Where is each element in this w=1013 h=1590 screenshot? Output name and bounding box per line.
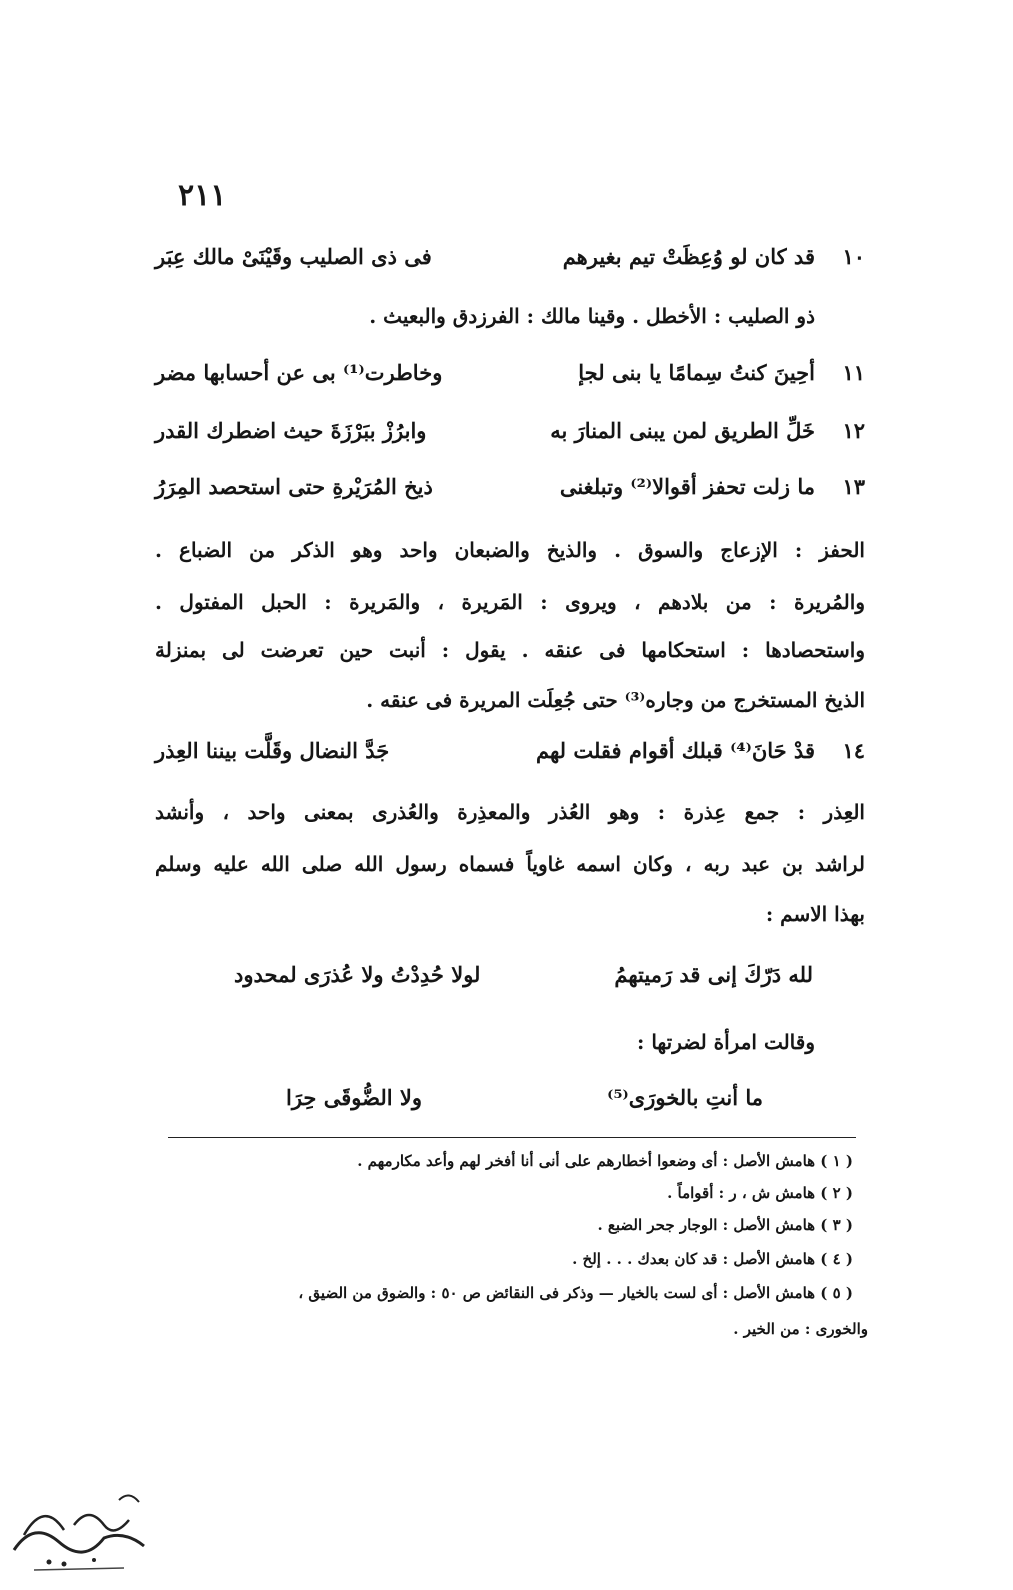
verse-first-hemistich: ما زلت تحفز أقوالا⁽²⁾ وتبلغنى xyxy=(559,474,815,499)
library-stamp-logo xyxy=(4,1480,152,1580)
verse-first-hemistich: خَلِّ الطريق لمن يبنى المنارَ به xyxy=(550,418,815,443)
gloss-line: العِذر : جمع عِذرة : وهو العُذر والمعذِرة والعُذرى بمعنى واحد ، وأنشد xyxy=(155,800,865,824)
verse-second-hemistich: جَدَّ النضال وقَلَّت بيننا العِذر xyxy=(155,738,390,763)
couplet-second-hemistich: لولا حُدِدْتُ ولا عُذرَى لمحدود xyxy=(234,962,481,987)
footnote-5: ( ٥ ) هامش الأصل : أى لست بالخيار — وذكر فى النقائض ص ٥٠ : والضوق من الضيق ، xyxy=(298,1284,853,1302)
verse-first-hemistich: قد كان لو وُعِظَتْ تيم بغيرهم xyxy=(562,244,815,269)
verse-note: ذو الصليب : الأخطل . وقينا مالك : الفرزدق والبعيث . xyxy=(369,304,815,328)
footnote-5-continuation: والخورى : من الخير . xyxy=(733,1320,868,1338)
gloss-line: الذيخ المستخرج من وجاره⁽³⁾ حتى جُعِلَت المريرة فى عنقه . xyxy=(366,688,865,712)
verse-second-hemistich: ذيخ المُرَيْرةِ حتى استحصد المِرَرُ xyxy=(155,474,433,499)
footnote-3: ( ٣ ) هامش الأصل : الوجار جحر الضبع . xyxy=(597,1216,853,1234)
verse-number: ١١ xyxy=(842,360,865,385)
verse-second-hemistich: وخاطرت⁽¹⁾ بى عن أحسابها مضر xyxy=(155,360,443,385)
verse-number: ١٢ xyxy=(842,418,865,443)
intro-line: وقالت امرأة لضرتها : xyxy=(636,1030,815,1054)
verse-first-hemistich: قدْ حَانَ⁽⁴⁾ قبلك أقوام فقلت لهم xyxy=(535,738,815,763)
verse-number: ١٣ xyxy=(842,474,865,499)
gloss-line: الحفز : الإزعاج والسوق . والذيخ والضبعان واحد وهو الذكر من الضباع . xyxy=(155,538,865,562)
verse-12 xyxy=(155,418,865,458)
verse-13 xyxy=(155,474,865,514)
verse-14 xyxy=(155,738,865,778)
gloss-line: لراشد بن عبد ربه ، وكان اسمه غاوياً فسماه رسول الله صلى الله عليه وسلم xyxy=(155,852,865,876)
couplet-first-hemistich: لله دَرّكَ إنى قد رَميتهمُ xyxy=(614,962,813,987)
footnote-1: ( ١ ) هامش الأصل : أى وضعوا أخطارهم على أنى أنا أفخر لهم وأعد مكارمهم . xyxy=(357,1152,853,1170)
footnote-2: ( ٢ ) هامش ش ، ر : أقواماً . xyxy=(667,1184,853,1202)
gloss-line: بهذا الاسم : xyxy=(765,902,865,926)
verse-second-hemistich: فى ذى الصليب وقَيْنَىْ مالك عِبَر xyxy=(155,244,432,269)
verse-11 xyxy=(155,360,865,400)
couplet-second-hemistich: ولا الضُّوقَى حِرَا xyxy=(286,1085,422,1110)
verse-first-hemistich: أحِينَ كنتُ سِمامًا يا بنى لجإ xyxy=(578,360,815,385)
page-number: ٢١١ xyxy=(178,178,227,213)
verse-number: ١٠ xyxy=(842,244,865,269)
verse-10 xyxy=(155,244,865,284)
footnote-4: ( ٤ ) هامش الأصل : قد كان بعدك . . . إلخ . xyxy=(572,1250,853,1268)
gloss-line: واستحصادها : استحكامها فى عنقه . يقول : أنبت حين تعرضت لى بمنزلة xyxy=(155,638,865,662)
verse-number: ١٤ xyxy=(842,738,865,763)
gloss-line: والمُريرة : من بلادهم ، ويروى : المَريرة ، والمَريرة : الحبل المفتول . xyxy=(155,590,865,614)
verse-second-hemistich: وابرُزْ ببَرْزَةَ حيث اضطرك القدر xyxy=(155,418,427,443)
footnote-divider xyxy=(168,1137,856,1138)
couplet-first-hemistich: ما أنتِ بالخورَى⁽⁵⁾ xyxy=(607,1085,763,1110)
